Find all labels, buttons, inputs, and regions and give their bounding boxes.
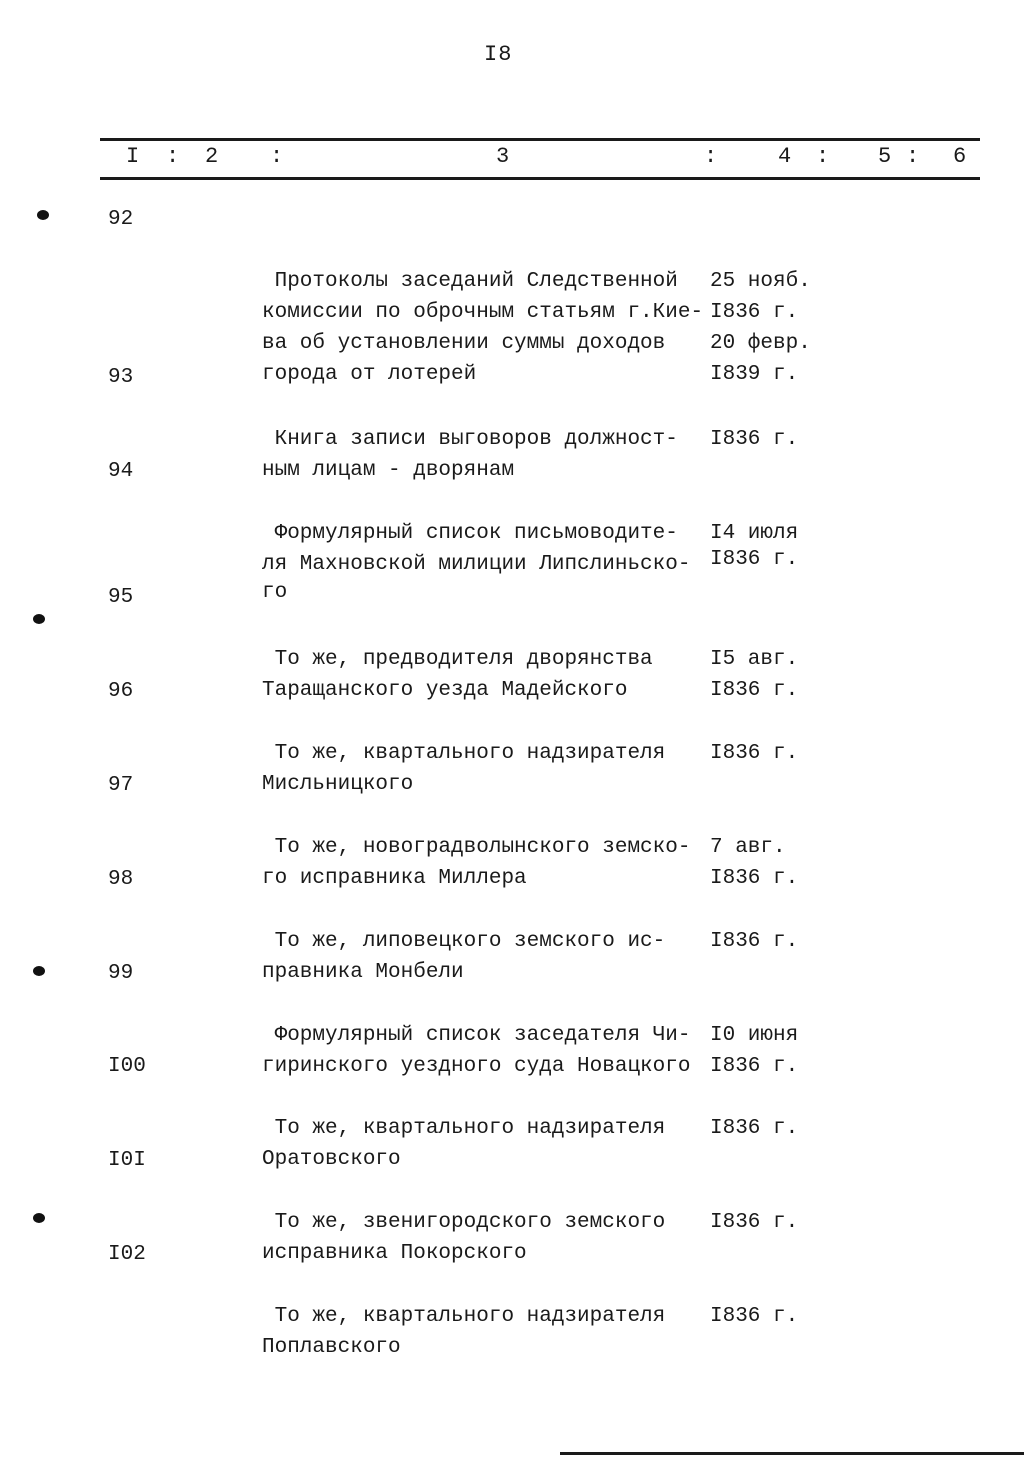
bottom-edge-rule	[560, 1452, 1024, 1455]
entry-description: То же, звенигородского земского исправника Покорского	[262, 1211, 666, 1265]
entry-description: Формулярный список письмоводите- ля Махновской милиции Липслиньско- го	[262, 522, 691, 604]
column-1-header: I	[126, 144, 140, 169]
entry-date: 25 нояб. I836 г. 20 февр. I839 г.	[710, 270, 811, 386]
punch-hole-mark	[37, 210, 49, 220]
column-separator: :	[704, 144, 718, 169]
column-separator: :	[816, 144, 830, 169]
entry-number: I0I	[108, 1149, 146, 1172]
entry-description: То же, липовецкого земского ис- правника Монбели	[262, 930, 666, 984]
column-separator: :	[270, 144, 284, 169]
entry-number: 97	[108, 774, 134, 797]
entry-date: I836 г.	[710, 428, 799, 451]
entry-number: 99	[108, 962, 134, 985]
entry-date: I5 авг. I836 г.	[710, 648, 799, 702]
entry-number: 95	[108, 586, 134, 609]
entry-date: I0 июня I836 г.	[710, 1024, 799, 1078]
entry-number: I02	[108, 1243, 146, 1266]
entry-date: I836 г.	[710, 1305, 799, 1328]
entry-description: То же, квартального надзирателя Мисльницкого	[262, 742, 666, 796]
entry-number: 93	[108, 366, 134, 389]
column-separator: :	[906, 144, 920, 169]
entry-number: 92	[108, 208, 134, 231]
entry-date: I836 г.	[710, 742, 799, 765]
entry-description: Протоколы заседаний Следственной комиссии по оброчным статьям г.Кие- ва об установлении суммы доходов города от лотерей	[262, 270, 704, 386]
entry-description: То же, предводителя дворянства Таращанского уезда Мадейского	[262, 648, 653, 702]
entry-description: Книга записи выговоров должност- ным лицам - дворянам	[262, 428, 678, 482]
column-5-header: 5	[878, 144, 892, 169]
header-bottom-rule	[100, 177, 980, 180]
entry-number: I00	[108, 1055, 146, 1078]
entry-description: То же, квартального надзирателя Оратовского	[262, 1117, 666, 1171]
header-top-rule	[100, 138, 980, 141]
entry-number: 98	[108, 868, 134, 891]
entry-number: 96	[108, 680, 134, 703]
column-6-header: 6	[953, 144, 967, 169]
punch-hole-mark	[33, 966, 45, 976]
entry-date: I836 г.	[710, 1211, 799, 1234]
entry-date: I836 г.	[710, 930, 799, 953]
column-separator: :	[166, 144, 180, 169]
punch-hole-mark	[33, 614, 45, 624]
column-3-header: 3	[496, 144, 510, 169]
entry-date: 7 авг. I836 г.	[710, 836, 799, 890]
entry-date: I836 г.	[710, 1117, 799, 1140]
column-4-header: 4	[778, 144, 792, 169]
entry-number: 94	[108, 460, 134, 483]
entry-description: То же, квартального надзирателя Поплавского	[262, 1305, 666, 1359]
table-header	[0, 144, 1024, 174]
entry-description: То же, новоградволынского земско- го исправника Миллера	[262, 836, 691, 890]
entry-date: I4 июля I836 г.	[710, 522, 799, 571]
column-2-header: 2	[205, 144, 219, 169]
entry-description: Формулярный список заседателя Чи- гиринского уездного суда Новацкого	[262, 1024, 691, 1078]
punch-hole-mark	[33, 1213, 45, 1223]
page-number: I8	[484, 42, 513, 67]
